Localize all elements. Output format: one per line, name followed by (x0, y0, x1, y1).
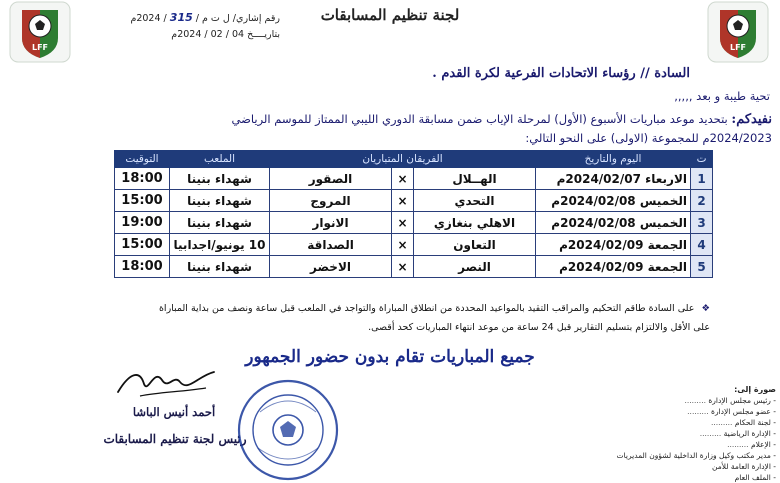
copies-list (616, 384, 776, 483)
header-date: اليوم والتاريخ (536, 151, 691, 168)
table-row (115, 234, 713, 256)
cell-stadium: شهداء بنينا (170, 190, 270, 212)
cell-num: 5 (691, 256, 713, 278)
cell-home-team: النصر (414, 256, 536, 278)
note-text-2: على الأقل والالتزام بتسليم التقارير قبل 24 ساعة من موعد انتهاء المباريات كحد أقصى. (368, 322, 710, 333)
copy-item-text: عضو مجلس الإدارة (711, 407, 771, 416)
date-label: بتاريــــخ (247, 29, 280, 40)
cell-stadium: شهداء بنينا (170, 212, 270, 234)
copy-item: - الإدارة الرياضية ......... (699, 429, 776, 438)
copy-item: - مدير مكتب وكيل وزارة الداخلية لشؤون المديريات (616, 451, 776, 460)
table-row (115, 168, 713, 190)
copy-item: - لجنة الحكام ......... (710, 418, 776, 427)
cell-home-team: التحدي (414, 190, 536, 212)
cell-date: الجمعة 2024/02/09م (536, 256, 691, 278)
signature-icon (110, 362, 220, 402)
lff-logo-right (706, 0, 770, 64)
fixtures-table (114, 150, 713, 278)
cell-home-team: التعاون (414, 234, 536, 256)
subject-text: بتحديد موعد مباريات الأسبوع (الأول) لمرحلة الإياب ضمن مسابقة الدوري الليبي الممتاز للموسم الرياضي 2024/2023م للمجموعة (الاولى) على النحو التالي: (231, 112, 772, 145)
copy-item-text: مدير مكتب وكيل وزارة الداخلية لشؤون المديريات (616, 451, 771, 460)
table-header-row (115, 151, 713, 168)
copy-item-text: الملف العام (734, 473, 771, 482)
copy-item: - الإعلام ......... (727, 440, 776, 449)
copy-item: - الإدارة العامة للأمن (712, 462, 776, 471)
cell-num: 1 (691, 168, 713, 190)
cell-home-team: الاهلي بنغازي (414, 212, 536, 234)
cell-away-team: الصداقة (270, 234, 392, 256)
cell-time: 18:00 (115, 256, 170, 278)
addressee: السادة // رؤساء الاتحادات الفرعية لكرة القدم . (432, 66, 690, 81)
cell-time: 15:00 (115, 190, 170, 212)
copy-item-text: الإعلام (750, 440, 771, 449)
signer-name: أحمد أنيس الباشا (132, 405, 216, 419)
cell-date: الخميس 2024/02/08م (536, 212, 691, 234)
cell-num: 2 (691, 190, 713, 212)
cell-away-team: المروج (270, 190, 392, 212)
cell-stadium: 10 يونيو/اجدابيا (170, 234, 270, 256)
greeting: تحية طيبة و بعد ,,,,, (674, 89, 770, 103)
header-time: التوقيت (115, 151, 170, 168)
cell-time: 19:00 (115, 212, 170, 234)
reference-year: / 2024م (130, 13, 167, 24)
cell-date: الجمعة 2024/02/09م (536, 234, 691, 256)
subject-keyword: نفيدكم: (731, 112, 772, 127)
reference-number: 315 (169, 11, 193, 24)
cell-stadium: شهداء بنينا (170, 168, 270, 190)
official-stamp-icon (236, 378, 340, 482)
cell-time: 15:00 (115, 234, 170, 256)
date-value: 04 / 02 / 2024م (171, 29, 245, 40)
reference-block (110, 10, 280, 43)
note-text-1: على السادة طاقم التحكيم والمراقب التقيد بالمواعيد المحددة من انطلاق المباراة والتواجد في الملعب قبل ساعة ونصف من بداية المباراة (158, 303, 695, 314)
copies-title: صورة إلى: (734, 385, 776, 394)
copy-item-text: الإدارة الرياضية (723, 429, 771, 438)
cell-date: الاربعاء 2024/02/07م (536, 168, 691, 190)
table-row (115, 190, 713, 212)
note-line-1 (140, 299, 710, 318)
header-stadium: الملعب (170, 151, 270, 168)
copy-item: - عضو مجلس الإدارة ......... (687, 407, 776, 416)
no-audience-announcement: جميع المباريات تقام بدون حضور الجمهور (245, 347, 535, 367)
copy-item-text: لجنة الحكام (734, 418, 771, 427)
svg-text:LFF: LFF (729, 43, 747, 52)
copy-item: - رئيس مجلس الإدارة ......... (684, 396, 776, 405)
copy-item: - الملف العام (734, 473, 776, 482)
svg-text:LFF: LFF (31, 43, 49, 52)
cell-vs: × (392, 190, 414, 212)
cell-away-team: الانوار (270, 212, 392, 234)
lff-logo-left (8, 0, 72, 64)
subject-paragraph (200, 110, 772, 147)
table-row (115, 256, 713, 278)
cell-away-team: الاخضر (270, 256, 392, 278)
date-line (110, 27, 280, 43)
cell-num: 3 (691, 212, 713, 234)
cell-vs: × (392, 256, 414, 278)
cell-num: 4 (691, 234, 713, 256)
copy-item-text: رئيس مجلس الإدارة (708, 396, 771, 405)
cell-vs: × (392, 234, 414, 256)
cell-vs: × (392, 212, 414, 234)
officials-note (140, 299, 710, 337)
header-teams: الفريقان المتباريان (270, 151, 536, 168)
cell-vs: × (392, 168, 414, 190)
reference-line (110, 10, 280, 27)
reference-label: رقم إشاري/ ل ت م / (195, 13, 280, 24)
cell-stadium: شهداء بنينا (170, 256, 270, 278)
signer-title: رئيس لجنة تنظيم المسابقات (103, 432, 247, 446)
copy-item-text: الإدارة العامة للأمن (712, 462, 771, 471)
table-row (115, 212, 713, 234)
committee-header: لجنة تنظيم المسابقات (320, 6, 460, 24)
cell-home-team: الهــلال (414, 168, 536, 190)
bullet-icon: ❖ (701, 303, 710, 314)
cell-date: الخميس 2024/02/08م (536, 190, 691, 212)
cell-away-team: الصقور (270, 168, 392, 190)
header-num: ت (691, 151, 713, 168)
cell-time: 18:00 (115, 168, 170, 190)
